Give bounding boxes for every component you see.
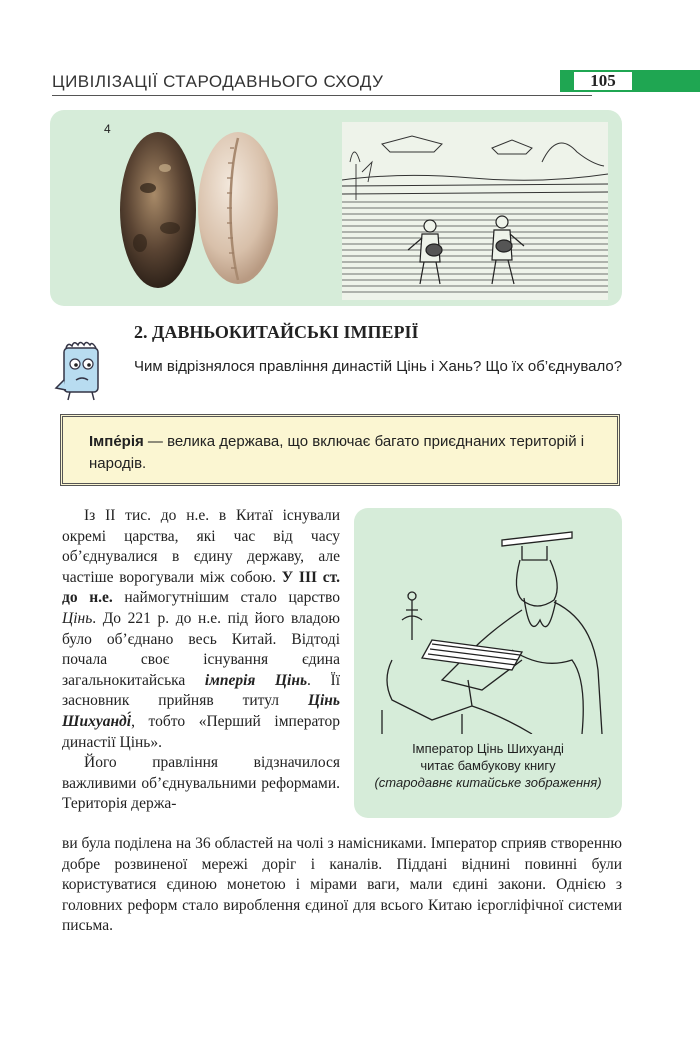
caption-line-1: Імператор Цінь Шихуанді xyxy=(412,741,564,756)
p1-empire-term: імперія Цінь xyxy=(204,671,308,689)
p1-text-g: . Її засновник прийняв титул xyxy=(62,671,340,710)
p1-date-bold: У ІІІ ст. до н.е. xyxy=(62,568,340,607)
definition-text: — велика держава, що включає багато приєднаних територій і народів. xyxy=(89,433,585,472)
body-text-wide xyxy=(62,834,622,937)
thinking-mascot-icon xyxy=(52,340,114,402)
definition-box xyxy=(60,414,620,486)
p1-qin-italic: Цінь xyxy=(62,609,93,627)
figure-4-label: 4 xyxy=(104,122,111,136)
p1-text-c: наймогутнішим стало царство xyxy=(112,589,341,607)
emperor-caption xyxy=(354,740,622,791)
p1-emperor-title: Цінь Шихуанді́ xyxy=(62,692,340,730)
farmers-engraving-image xyxy=(342,122,608,300)
running-header: ЦИВІЛІЗАЦІЇ СТАРОДАВНЬОГО СХОДУ xyxy=(52,72,384,91)
p1-text-e: . До 221 р. до н.е. під його владою було об’єднано весь Китай. Відтоді почала своє існування єдина загальнокитайська xyxy=(62,609,340,689)
section-question: Чим відрізнялося правління династій Цінь і Хань? Що їх об’єднувало? xyxy=(134,358,623,375)
page-number: 105 xyxy=(572,70,634,92)
p1-text-i: , тобто «Перший імператор династії Цінь». xyxy=(62,712,340,751)
paragraph-2-start: Його правління відзначилося важливими об’єднувальними реформами. Територія держа- xyxy=(62,754,340,813)
emperor-drawing-image xyxy=(372,520,608,734)
caption-line-3: (стародавнє китайське зображення) xyxy=(374,775,602,790)
paragraph-2-continued: ви була поділена на 36 областей на чолі з намісниками. Імператор сприяв створенню добре розвиненої мережі доріг і каналів. Піддані віднині повинні були користуватися єдиною монетою і мірами ваги, мали єдині закони. Однією з головних реформ стало вироблення єдиної для всього Китаю ієрогліфічної системи письма. xyxy=(62,835,622,935)
section-title: 2. ДАВНЬОКИТАЙСЬКІ ІМПЕРІЇ xyxy=(134,322,419,342)
p1-text-a: Із ІІ тис. до н.е. в Китаї існували окремі царства, які час від часу об’єднувалися в єдину державу, але частіше ворогували між собою. xyxy=(62,507,340,586)
definition-term: Імпе́рія xyxy=(89,433,144,450)
paragraph-1 xyxy=(62,506,340,753)
caption-line-2: читає бамбукову книгу xyxy=(420,758,556,773)
header-rule xyxy=(52,95,592,96)
cowrie-shells-image xyxy=(110,128,285,293)
body-text-column xyxy=(62,506,340,815)
